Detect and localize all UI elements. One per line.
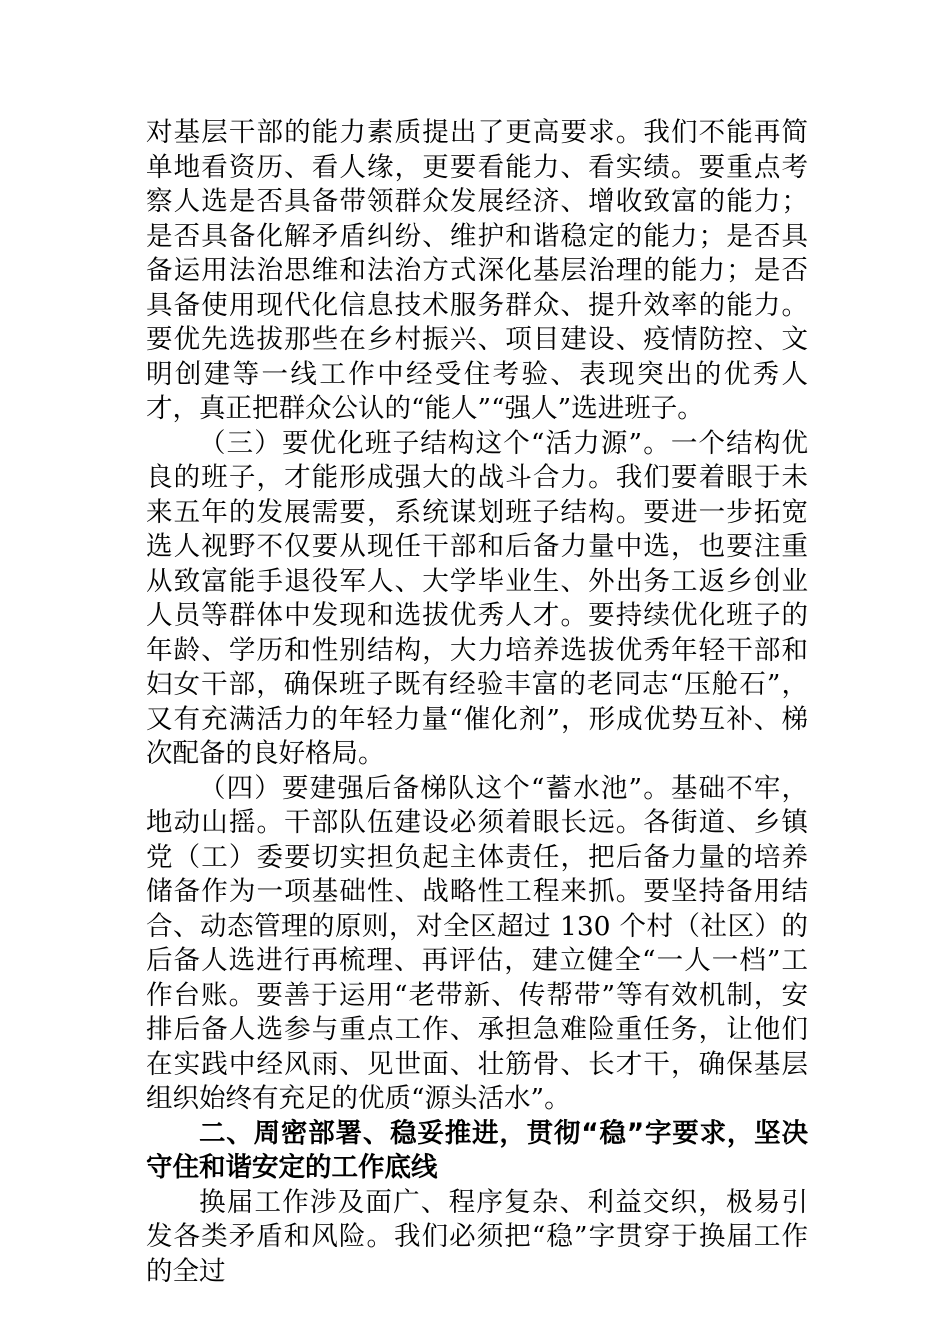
document-body <box>146 116 808 1289</box>
paragraph-stability-intro: 换届工作涉及面广、程序复杂、利益交织，极易引发各类矛盾和风险。我们必须把“稳”字贯穿于换届工作的全过 <box>146 1186 808 1287</box>
paragraph-continuation: 对基层干部的能力素质提出了更高要求。我们不能再简单地看资历、看人缘，更要看能力、看实绩。要重点考察人选是否具备带领群众发展经济、增收致富的能力；是否具备化解矛盾纠纷、维护和谐稳定的能力；是否具备运用法治思维和法治方式深化基层治理的能力；是否具备使用现代化信息技术服务群众、提升效率的能力。要优先选拔那些在乡村振兴、项目建设、疫情防控、文明创建等一线工作中经受住考验、表现突出的优秀人才，真正把群众公认的“能人”“强人”选进班子。 <box>146 117 808 424</box>
paragraph-optimize-structure: （三）要优化班子结构这个“活力源”。一个结构优良的班子，才能形成强大的战斗合力。我们要着眼于未来五年的发展需要，系统谋划班子结构。要进一步拓宽选人视野不仅要从现任干部和后备力量中选，也要注重从致富能手退役军人、大学毕业生、外出务工返乡创业人员等群体中发现和选拔优秀人才。要持续优化班子的年龄、学历和性别结构，大力培养选拔优秀年轻干部和妇女干部，确保班子既有经验丰富的老同志“压舱石”，又有充满活力的年轻力量“催化剂”，形成优势互补、梯次配备的良好格局。 <box>146 427 808 769</box>
paragraph-reserve-team: （四）要建强后备梯队这个“蓄水池”。基础不牢，地动山摇。干部队伍建设必须着眼长远。各街道、乡镇党（工）委要切实担负起主体责任，把后备力量的培养储备作为一项基础性、战略性工程来抓。要坚持备用结合、动态管理的原则，对全区超过 130 个村（社区）的后备人选进行再梳理、再评估，建立健全“一人一档”工作台账。要善于运用“老带新、传帮带”等有效机制，安排后备人选参与重点工作、承担急难险重任务，让他们在实践中经风雨、见世面、壮筋骨、长才干，确保基层组织始终有充足的优质“源头活水”。 <box>146 772 808 1114</box>
section-heading-stability: 二、周密部署、稳妥推进，贯彻“稳”字要求，坚决守住和谐安定的工作底线 <box>146 1117 808 1183</box>
